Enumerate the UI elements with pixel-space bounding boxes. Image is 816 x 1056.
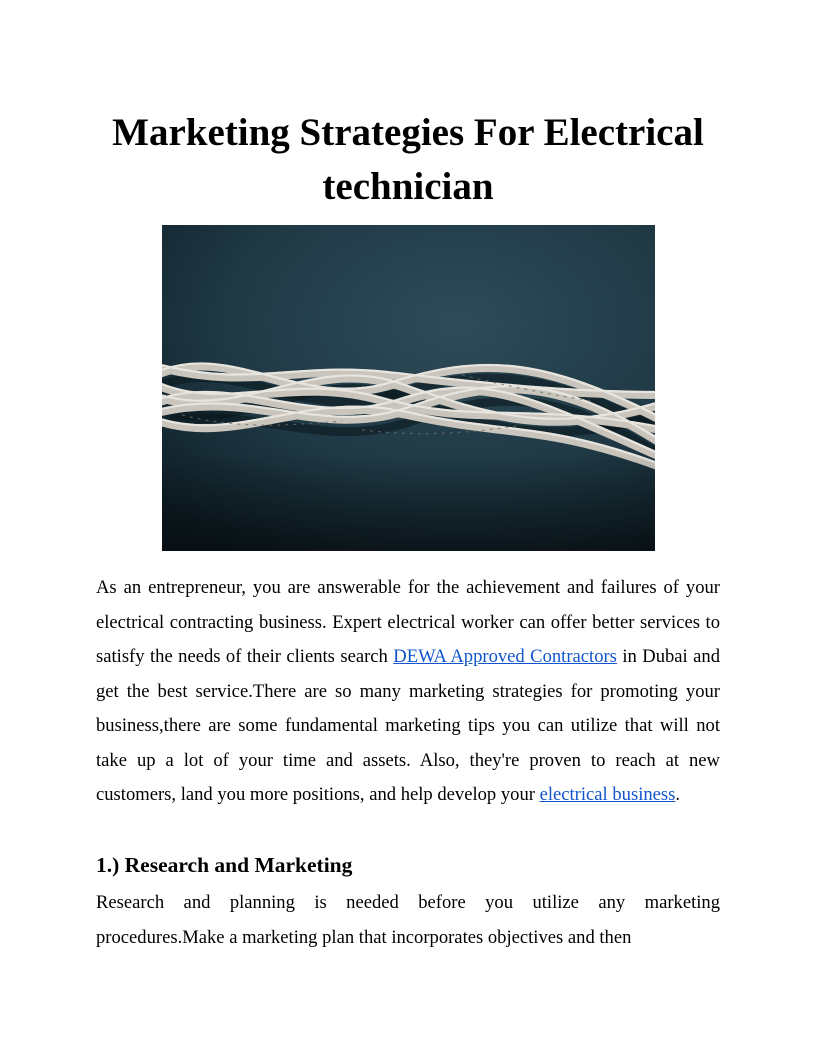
section-heading-research: 1.) Research and Marketing (96, 853, 353, 877)
dewa-approved-contractors-link[interactable]: DEWA Approved Contractors (393, 646, 617, 667)
intro-paragraph (96, 571, 720, 813)
intro-text-2: in Dubai and get the best service.There are so many marketing strategies for promoting your business,there are some fundamental marketing tips you can utilize that will not take up a lot of your time and assets. Also, they're proven to reach at new customers, land you more positions, and help develop your (96, 646, 720, 805)
intro-text-3: . (675, 784, 681, 805)
page-title: Marketing Strategies For Electrical technician (112, 111, 704, 208)
intro-text-1: As an entrepreneur, you are answerable for the achievement and failures of your electrical contracting business. Expert electrical worker can offer better services to satisfy the needs of their clients search (96, 577, 720, 667)
twisted-cables-image (162, 225, 655, 551)
electrical-business-link[interactable]: electrical business (539, 784, 676, 805)
research-paragraph: Research and planning is needed before you utilize any marketing procedures.Make a marketing plan that incorporates objectives and then (96, 892, 720, 948)
